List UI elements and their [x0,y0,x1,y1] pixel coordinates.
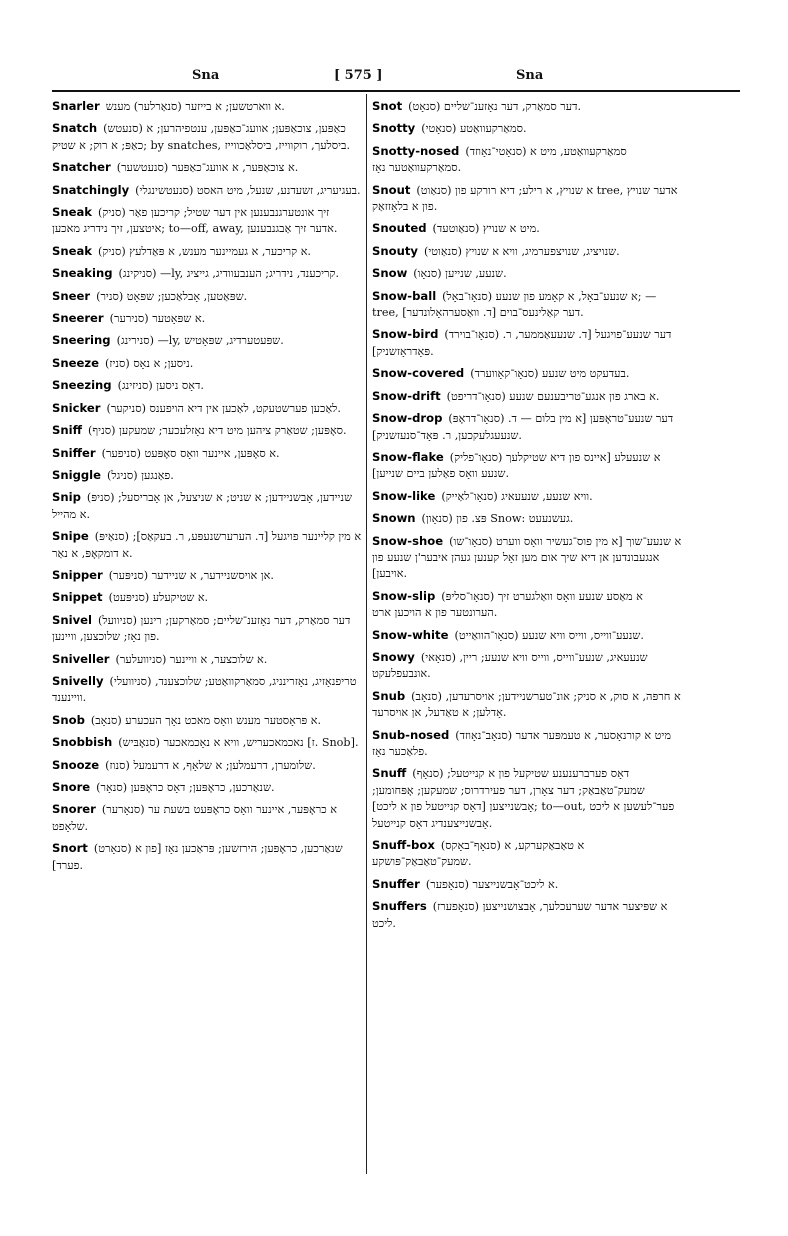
entry-headword: Snicker [52,400,101,415]
dictionary-entry [52,445,362,462]
entry-headword: Snuff-box [372,838,435,853]
entry-headword: Snow-ball [372,288,437,303]
header-right-guide-word: Sna [516,68,544,83]
entry-definition: (סנאָר) שנאַרכען, כראָפּען; דאָס כראָפּען. [96,781,275,794]
dictionary-entry [372,449,682,483]
entry-headword: Snuffers [372,899,427,914]
entry-headword: Snuff [372,766,407,781]
entry-headword: Snob [52,712,85,727]
entry-definition: (סנאָו־דראָפּ) דער שנעע־טראָפּען [א מין בלום — ד. שנעעגלעקכען, ר. פּאָד־סנעזשניק]. [372,412,674,442]
entry-definition: (סנאָו־פליק) א שנעעלע [איינס פון דיא שטיקלעך שנעע וואָס פאַלען ביים שנייען]. [372,450,661,481]
entry-definition: (סנאָו־בוירד) דער שנעע־פויגעל [ד. שנעעאַממער, ר. פּאָדראָזשניק]. [372,328,672,358]
entry-definition: (סנאָבּיש) נאכמאכעריש, וויא א נאָכמאכער [ז. Snob]. [118,736,359,750]
entry-headword: Snatcher [52,160,111,175]
dictionary-entry [52,310,362,327]
entry-headword: Sneak [52,205,93,220]
entry-headword: Snatchingly [52,182,130,197]
entry-definition: (סניזינג) דאָס ניסען. [117,379,204,393]
entry-definition: (סנאָפערז) א שפּיצער אדער שערעכלעך, אָבצושנייצען ליכט. [372,900,668,930]
entry-headword: Sneer [52,288,91,303]
entry-headword: Sniveller [52,651,110,666]
entry-definition: (סנאָף־באָקס) א טאַבאַקערקע, א שמעק־טאַבאַק־פּושקע. [372,839,585,869]
entry-definition: (סניפּער) אן אויסשניידער, א שניידער. [108,568,274,582]
dictionary-entry [52,159,362,176]
dictionary-entry [372,837,682,871]
dictionary-entry [372,182,682,216]
entry-headword: Snow-shoe [372,533,444,548]
dictionary-entry [372,727,682,761]
dictionary-entry [52,612,362,646]
entry-definition: (סנאָב) א חרפּה, א סוק, א סניק; אונ־טערשניידען; אויסרעדען, אָדלען; א טאַדעל, אן אויסרעד. [372,689,681,720]
entry-headword: Snub-nosed [372,727,450,742]
dictionary-entry [372,410,682,444]
entry-headword: Snotty-nosed [372,143,460,158]
entry-definition: (סניר) שפּאַטען, אָבלאַכען; שפּאָט. [96,289,248,303]
entry-definition: (סנאָו־הוואַייט) שנעע־ווייס, ווייס וויא שנעע. [454,628,644,642]
entry-headword: Sneaking [52,266,113,281]
entry-definition: (סנוז) שלומערן, דרעמלען; א שלאָף, א דרעמעל. [105,758,316,772]
entry-headword: Snow-drop [372,411,443,426]
entry-definition: (סנאָף) דאָס פערברענענע שטיקעל פון א קנייטעל; שמעק־טאַבאַק; דער צאָרן, דער פעירדרוס; שמעקען; אָפּחומען; אָבשנייצען [דאָס קנייטעל פון א ליכט]; to—out, פער־לעשען א ליכט אָבשנייצענדיג דאָס קנייטעל. [372,767,675,830]
entry-headword: Snub [372,688,406,703]
dictionary-entry [52,589,362,606]
entry-definition: (סנאָו־דריפט) א בארג פון אנגע־טריבענעם שנעע. [446,389,660,403]
dictionary-entry [372,143,682,177]
entry-definition: (סנאָו־סליפּ) א מאַסע שנעע וואָס וואַלגערט זיך הערונטער פון א הויכען ארט. [372,589,643,620]
entry-headword: Snouty [372,243,418,258]
dictionary-entry [52,243,362,260]
page-header [52,60,740,92]
entry-headword: Snow-flake [372,449,444,464]
dictionary-entry [52,712,362,729]
entry-headword: Snot [372,99,403,113]
entry-definition: (סנאָון) פּצ. פון Snow: געשנעעט. [421,512,574,526]
entry-definition: (סנאַוטי) שנויציג, שנויצפערמיג, וויא א שנויץ. [423,244,620,258]
entry-headword: Snown [372,511,416,526]
entry-definition: (סניף) סאָפּען; שטאַרק ציהען מיט דיא נאָזלעכער; שמעקען. [87,424,347,438]
entry-headword: Snippet [52,590,103,605]
entry-headword: Snobbish [52,735,113,750]
entry-definition: א ווארטשען; א בייזער (סנאַרלער) מענש. [105,100,285,113]
entry-definition: (סניקינג) —ly, קריכענד, נידריג; הענבעוודיג, גייציג. [118,267,340,281]
dictionary-entry [372,220,682,237]
dictionary-entry [52,98,362,115]
entry-definition: (סנירינג) —ly, שפּעטערדיג, שפּאָטיש. [116,334,284,348]
entry-headword: Snow [372,266,408,281]
entry-definition: (סניוועל) דער סמאַרק, דער נאָזענ־שליים; סמאַרקען; רינען פון נאָז; שלוכצען, וויינען. [52,613,351,644]
header-left-guide-word: Sna [192,68,220,83]
entry-definition: (סנעטשער) א צוכאַפּער, א אוועג־כאַפּער. [116,161,299,175]
entry-headword: Sneerer [52,311,104,326]
entry-definition: (סניוועלי) טריפנאָזיג, נאָזרינניג, סמאַרקוואַטע; שלוכצענד, וויינענד. [52,674,357,705]
entry-definition: (סניוועלער) א שלוכצער, א וויינער. [115,652,268,666]
entry-headword: Snipper [52,567,103,582]
entry-headword: Sniggle [52,467,102,482]
entry-definition: (סנאָאי) שנעעאיג, שנעע־ווייס, ווייס וויא שנעע; ריין, אונבעפלעקט. [372,650,648,681]
entry-definition: (סנאָו־שו) א שנעע־שוך [א מין פוס־געשיר וואָס ווערט אנגעבונדען אן דיא שיך אום מען זאָל קענען געהן איבער'ן שנעע פון אויבען]. [372,534,682,581]
entry-headword: Snort [52,841,88,856]
dictionary-entry [52,400,362,417]
dictionary-entry [52,288,362,305]
dictionary-entry [52,182,362,199]
entry-headword: Snowy [372,649,415,664]
dictionary-entry [52,265,362,282]
entry-definition: (סנאָרער) א כראָפּער, איינער וואָס כראָפּעט בשעת ער שלאָפט. [52,803,337,833]
entry-headword: Snivel [52,612,92,627]
page-number: [ 575 ] [334,68,383,83]
entry-definition: (סנאָפער) א ליכט־אָבשנייצער. [425,877,559,891]
dictionary-entry [52,489,362,523]
dictionary-entry [52,779,362,796]
dictionary-entry [52,651,362,668]
dictionary-entry [52,422,362,439]
dictionary-entry [372,898,682,932]
dictionary-entry [372,688,682,722]
entry-definition: (סנעטשינגלי) בעגיעריג, זשעדנע, שנעל, מיט האסט. [135,183,361,197]
dictionary-entry [52,355,362,372]
entry-definition: (סניפּ) שניידען, אָבשניידען; א שניט; א שניצעל, אן אָבריסעל; א מהייל. [52,491,353,521]
entry-definition: (סנירער) א שפּאָטער. [109,312,206,326]
column-divider [366,94,367,1174]
entry-headword: Snow-like [372,488,436,503]
entry-headword: Snip [52,490,81,505]
dictionary-page [52,60,740,1190]
entry-headword: Sniff [52,423,82,438]
dictionary-entry [372,243,682,260]
entry-definition: (סניז) ניסען; א נאָס. [104,356,194,370]
entry-definition: (סנאָרט) שנאַרכען, כראָפּען; הירזשען; פּראַכען נאָז [פון א פערד]. [52,842,343,872]
dictionary-entry [372,510,682,527]
dictionary-entry [52,467,362,484]
dictionary-entry [52,734,362,751]
entry-definition: (סנאַוטעד) מיט א שנויץ. [432,222,540,236]
dictionary-entry [52,757,362,774]
entry-definition: (סנאָטי) סמאַרקעוואַטע. [421,122,527,136]
entry-headword: Snuffer [372,876,420,891]
dictionary-entry [372,627,682,644]
dictionary-entry [52,120,362,154]
entry-definition: (סנעטש) כאַפּען, צוכאַפּען; אוועג־כאַפּען, ענטפיהרען; א כאַפּ; א רוק; א שטיק; by snatches, ביסלעך, רוקווייז, ביסלאַכווייז. [52,122,351,152]
dictionary-entry [372,649,682,683]
entry-definition: (סנאַוט) א שנויץ, א רילע; דיא רורקע פון tree, אדער שנויץ פון א בלאָזזאַק. [372,183,678,214]
entry-definition: (סניק) א קריכער, א געמיינער מענש, א פּאַדלעץ. [98,244,311,258]
entry-headword: Snow-slip [372,588,436,603]
entry-headword: Snatch [52,121,98,136]
entry-definition: (סנאָו־קאָווערד) בעדעקט מיט שנעע. [470,367,630,381]
entry-headword: Snotty [372,121,416,136]
dictionary-entry [372,876,682,893]
entry-definition: (סנאָו־באָל) א שנעע־באָל, א קאָמע פון שנעע; —tree, דער קאַלינעס־בוים [ד. וואַסערהאָלונדער]. [372,289,657,320]
dictionary-entry [372,488,682,505]
entry-headword: Sneak [52,243,93,258]
dictionary-entry [52,840,362,874]
dictionary-entry [372,98,682,115]
entry-headword: Snorer [52,802,96,817]
entry-definition: (סנאָב־נאָוזד) מיט א קורנאָסער, א טעמפּער אדער פלאַכער נאָז. [372,728,671,758]
dictionary-entry [52,567,362,584]
entry-headword: Snooze [52,757,100,772]
entry-headword: Snivelly [52,673,104,688]
entry-definition: (סניקער) לאַכען פערשטעקט, לאַכען אין דיא הויפענס. [106,401,341,415]
dictionary-entry [372,588,682,622]
dictionary-entry [372,120,682,137]
dictionary-entry [52,377,362,394]
entry-headword: Snow-white [372,627,449,642]
entry-headword: Sneezing [52,378,112,393]
entry-definition: (סנאָט) דער סמאַרק, דער נאָזענ־שליים. [408,100,582,113]
dictionary-entry [52,332,362,349]
entry-definition: (סניפער) א סאָפּען, איינער וואָס סאָפּעט. [101,446,280,460]
entry-definition: (סניק) זיך אונטערגנבענען אין דער שטיל; קריכען פאַר איטצען, זיך נידריג מאכען; to—off, away, אדער זיך אַבגנבענען. [52,206,338,236]
dictionary-entry [52,801,362,835]
dictionary-entry [52,673,362,707]
entry-headword: Snarler [52,99,100,113]
dictionary-entry [372,326,682,360]
dictionary-entry [52,204,362,238]
entry-definition: (סניגל) פאַנגען. [107,468,174,482]
entry-definition: (סנאָטי־נאָוזד) סמאַרקעוואַטע, מיט א סמאַרקעוואַטער נאָז. [372,144,627,175]
dictionary-entry [372,365,682,382]
entry-headword: Snipe [52,529,89,544]
entry-definition: (סנאַיפּ) א מין קליינער פויגעל [ד. הערערשנעפּע, ר. בעקאַס]; א דומקאָפּ, א נאַר. [52,530,362,560]
entry-headword: Snout [372,182,411,197]
entry-headword: Snow-drift [372,388,441,403]
entry-headword: Snouted [372,221,427,236]
left-column [52,98,362,879]
dictionary-entry [372,533,682,583]
entry-headword: Sneering [52,333,111,348]
dictionary-entry [372,388,682,405]
entry-definition: (סניפּעט) א שטיקעלע. [108,591,209,605]
entry-definition: (סנאָו) שנעע, שנייען. [413,267,507,281]
right-column [372,98,682,937]
dictionary-entry [372,265,682,282]
entry-headword: Snore [52,780,91,794]
dictionary-entry [52,528,362,562]
entry-definition: (סנאָו־לאַייק) וויא שנעע, שנעעאיג. [441,489,593,503]
entry-headword: Snow-bird [372,327,439,342]
entry-headword: Sniffer [52,445,96,460]
entry-headword: Sneeze [52,355,99,370]
dictionary-entry [372,288,682,322]
dictionary-entry [372,765,682,832]
entry-headword: Snow-covered [372,366,465,381]
entry-definition: (סנאָב) א פּראָסטער מענש וואָס מאכט נאָך העכערע. [90,713,322,727]
